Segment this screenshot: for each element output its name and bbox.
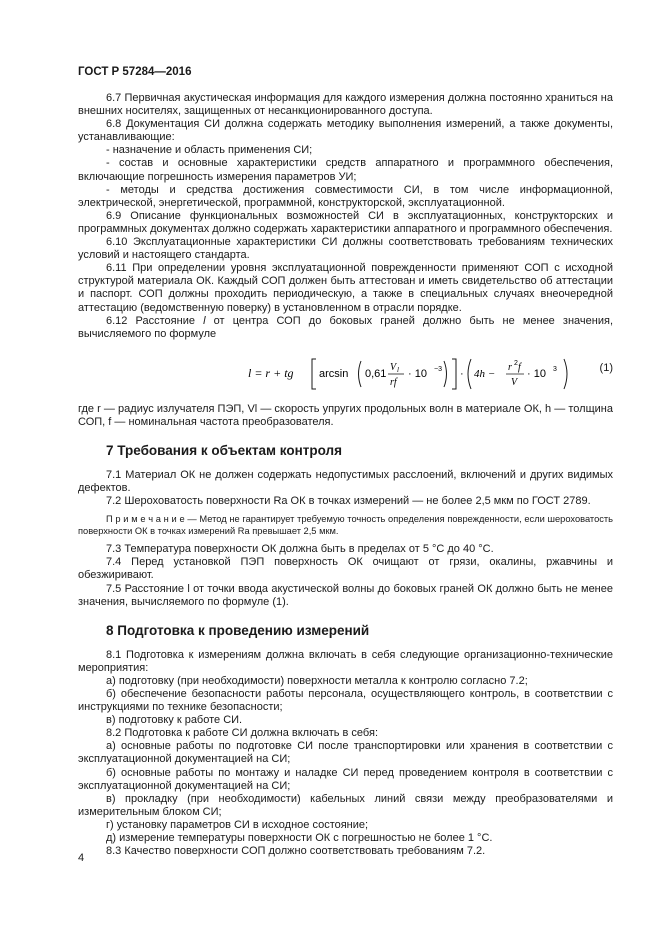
formula-number: (1) [599,361,613,374]
list-item: - состав и основные характеристики средств аппаратного и программного обеспечения, включающие погрешность измерения параметров УИ; [78,157,613,183]
paragraph-8-3: 8.3 Качество поверхности СОП должно соответствовать требованиям 7.2. [106,845,486,858]
paren-left-2 [468,359,471,389]
formula-dot: · [460,367,464,380]
note: П р и м е ч а н и е — Метод не гарантирует требуемую точность определения поврежденности, если шероховатость поверхности ОК в точках измерений Ra превышает 2,5 мкм. [78,514,613,536]
paragraph-7-3: 7.3 Температура поверхности ОК должна быть в пределах от 5 °С до 40 °С. [106,543,494,556]
paren-right [444,361,447,387]
section-8-title: 8 Подготовка к проведению измерений [106,622,370,638]
section-7-title: 7 Требования к объектам контроля [106,442,342,458]
formula-r2f: r [508,361,512,373]
formula-v2: V [511,376,518,388]
paragraph-6-11: 6.11 При определении уровня эксплуатационной поврежденности применяют СОП с исходной структурой материала ОК. Каждый СОП должен быть аттестован и иметь свидетельство об аттестации и паспорт. СОП должны проходить периодическую, а также в специальных случаях внеочередной аттестацию (ведомственную поверку) в установленном в отрасли порядке. [78,262,613,314]
list-item: - назначение и область применения СИ; [106,144,313,157]
formula-arcsin: arcsin [319,367,349,380]
list-item: а) подготовку (при необходимости) поверхности металла к контролю согласно 7.2; [106,674,528,687]
paragraph-6-12: 6.12 Расстояние l от центра СОП до боковых граней должно быть не менее значения, вычисляемого по формуле [78,314,614,340]
list-item: - методы и средства достижения совместимости СИ, в том числе информационной, электрической, энергетической, программной, конструкторской, эксплуатационной. [78,183,613,209]
paragraph-6-9: 6.9 Описание функциональных возможностей СИ в эксплуатационных, конструкторских и программных документах должно содержать характеристики аппаратного и программного обеспечения. [78,209,613,235]
formula-pow10: · 10 [408,367,427,380]
formula-v: V [390,361,397,373]
formula-r2f-sup: 2 [514,359,518,367]
document-header: ГОСТ Р 57284—2016 [78,66,192,78]
formula-rf: rf [390,376,397,388]
list-item: б) основные работы по монтажу и наладке СИ перед проведением контроля в соответствии с эксплуатационной документацией на СИ; [78,766,613,792]
paragraph-6-10: 6.10 Эксплуатационные характеристики СИ должны соответствовать требованиям технических условий и настоящего стандарта. [78,236,613,262]
list-item: а) основные работы по подготовке СИ после транспортировки или хранения в соответствии с эксплуатационной документацией на СИ; [78,740,613,766]
paragraph-7-2: 7.2 Шероховатость поверхности Ra ОК в точках измерений — не более 2,5 мкм по ГОСТ 2789. [106,495,591,508]
list-item: г) установку параметров СИ в исходное состояние; [106,818,369,831]
formula-graphic [168,345,588,401]
page-number: 4 [78,852,85,864]
formula-exp: −3 [434,365,442,373]
paragraph-8-1: 8.1 Подготовка к измерениям должна включать в себя следующие организационно-технические мероприятия: [78,648,613,674]
paragraph-6-7: 6.7 Первичная акустическая информация для каждого измерения должна постоянно храниться на внешних носителях, защищенных от несанкционированного доступа. [78,92,613,118]
formula-coef: 0,61 [365,367,387,380]
formula-h-term: 4h − [474,367,496,380]
paragraph-6-8: 6.8 Документация СИ должна содержать методику выполнения измерений, а также документы, устанавливающие: [78,118,613,144]
bracket-right [452,359,456,389]
formula-v-sub: l [397,365,399,374]
paren-left [359,361,362,387]
list-item: в) подготовку к работе СИ. [106,714,243,727]
formula-pow10b: · 10 [527,367,546,380]
list-item: б) обеспечение безопасности работы персонала, осуществляющего контроль, в соответствии с инструкциями по технике безопасности; [78,688,613,714]
formula-where: где r — радиус излучателя ПЭП, Vl — скорость упругих продольных волн в материале ОК, h — толщина СОП, f — номинальная частота преобразователя. [78,402,613,428]
paragraph-8-2: 8.2 Подготовка к работе СИ должна включать в себя: [106,727,378,740]
list-item: д) измерение температуры поверхности ОК с погрешностью не более 1 °С. [106,832,493,845]
formula-lhs: l = r + tg [248,365,294,380]
document-body [78,92,613,858]
paragraph-7-4: 7.4 Перед установкой ПЭП поверхность ОК очищают от грязи, окалины, ржавчины и обезжиривают. [78,556,613,582]
formula-exp3: 3 [553,365,557,373]
formula-1 [78,345,613,401]
paren-right-2 [564,359,567,389]
paragraph-7-5: 7.5 Расстояние l от точки ввода акустической волны до боковых граней ОК должно быть не менее значения, вычисляемого по формуле (1). [78,582,613,608]
paragraph-7-1: 7.1 Материал ОК не должен содержать недопустимых расслоений, включений и других видимых дефектов. [78,468,613,495]
formula-r2f-f: f [518,361,521,373]
bracket-left [312,359,316,389]
list-item: в) прокладку (при необходимости) кабельных линий связи между преобразователями и измерительным блоком СИ; [78,792,613,818]
